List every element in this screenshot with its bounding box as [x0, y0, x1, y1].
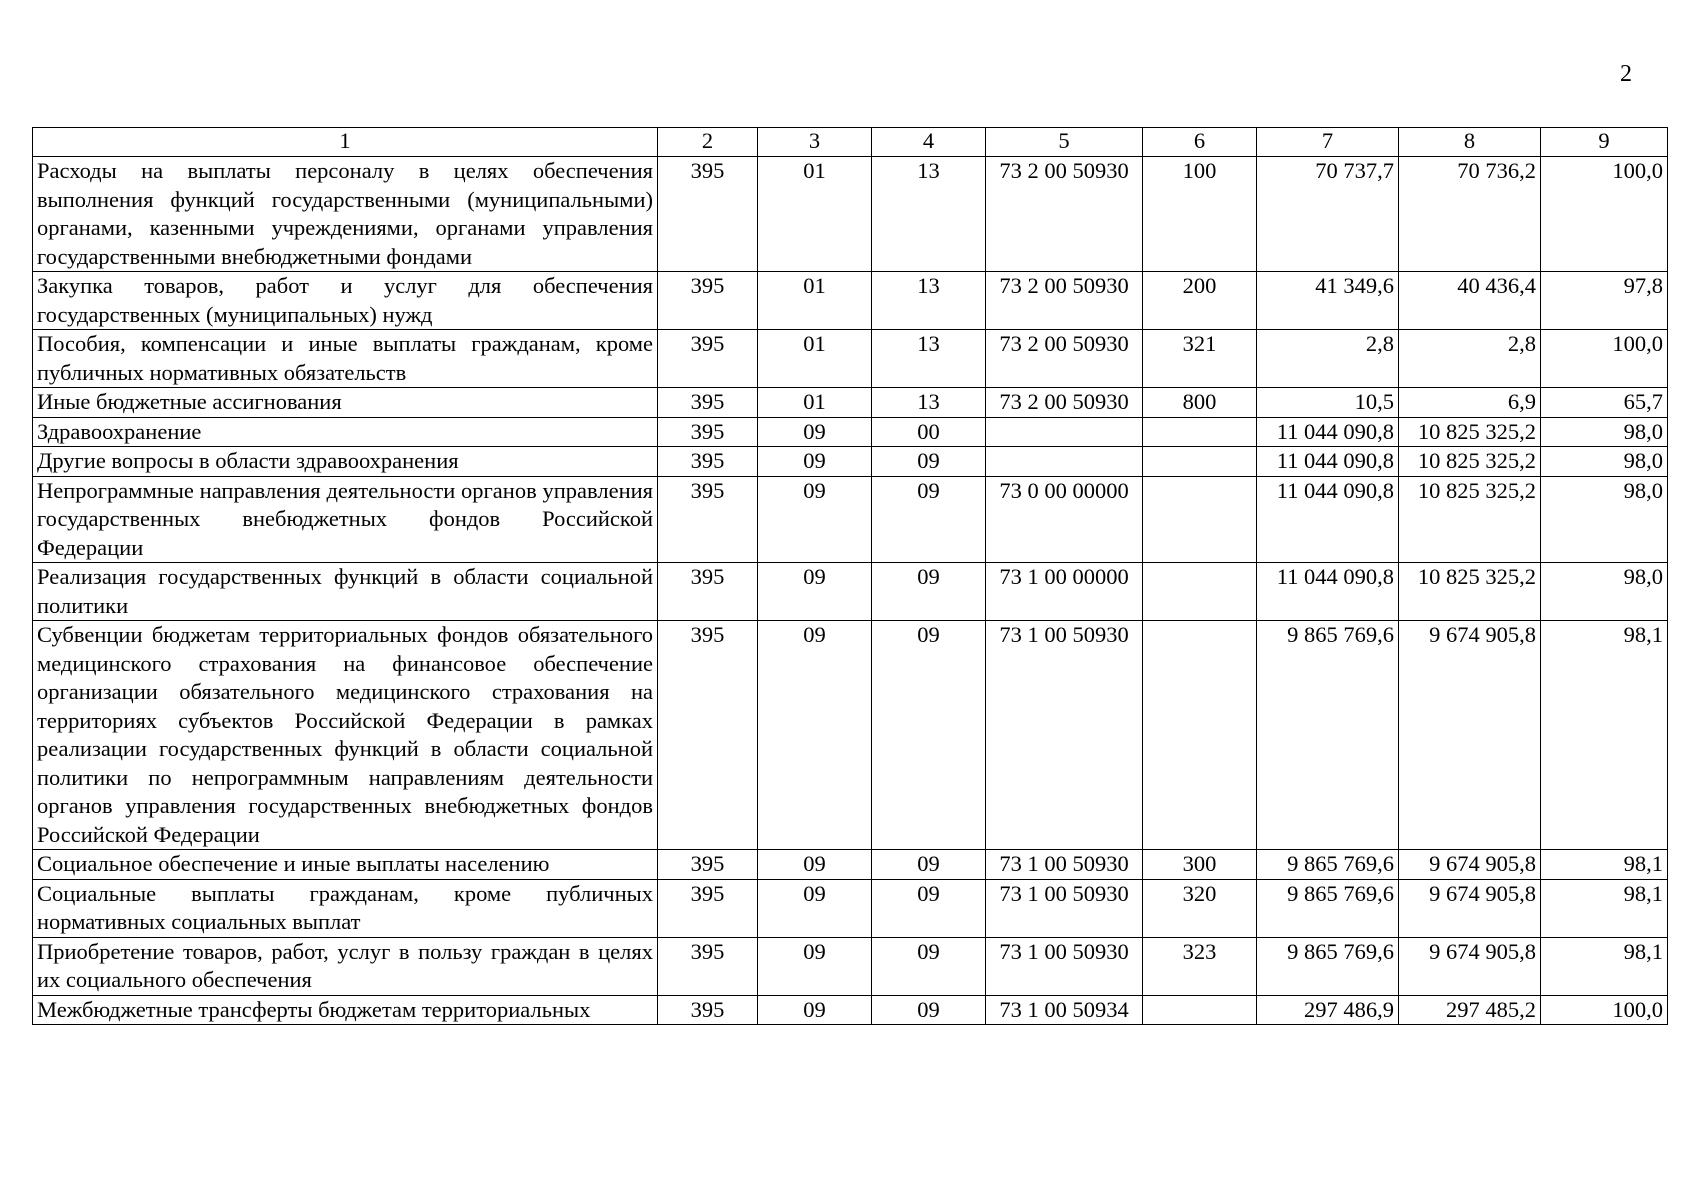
target-article-code: 73 2 00 50930: [986, 330, 1143, 388]
execution-percent: 100,0: [1541, 157, 1668, 272]
table-row: [33, 157, 1668, 272]
row-description: Другие вопросы в области здравоохранения: [33, 447, 658, 477]
execution-percent: 100,0: [1541, 995, 1668, 1025]
table-row: [33, 388, 1668, 418]
target-article-code: 73 1 00 50930: [986, 621, 1143, 850]
admin-code: 395: [658, 476, 758, 563]
target-article-code: 73 1 00 50934: [986, 995, 1143, 1025]
row-description: Иные бюджетные ассигнования: [33, 388, 658, 418]
section-code: 09: [758, 417, 872, 447]
section-code: 01: [758, 330, 872, 388]
execution-percent: 98,0: [1541, 447, 1668, 477]
page-number: 2: [1620, 61, 1632, 87]
execution-percent: 98,1: [1541, 850, 1668, 880]
table-row: [33, 476, 1668, 563]
execution-percent: 97,8: [1541, 272, 1668, 330]
row-description: Непрограммные направления деятельности органов управления государственных внебюджетных фондов Российской Федерации: [33, 476, 658, 563]
table-row: [33, 447, 1668, 477]
section-code: 09: [758, 621, 872, 850]
admin-code: 395: [658, 157, 758, 272]
subsection-code: 00: [872, 417, 986, 447]
execution-percent: 65,7: [1541, 388, 1668, 418]
row-description: Межбюджетные трансферты бюджетам территориальных: [33, 995, 658, 1025]
actual-amount: 9 674 905,8: [1399, 621, 1541, 850]
subsection-code: 09: [872, 447, 986, 477]
planned-amount: 11 044 090,8: [1257, 476, 1399, 563]
target-article-code: 73 1 00 00000: [986, 563, 1143, 621]
subsection-code: 13: [872, 388, 986, 418]
section-code: 09: [758, 850, 872, 880]
target-article-code: 73 0 00 00000: [986, 476, 1143, 563]
actual-amount: 6,9: [1399, 388, 1541, 418]
section-code: 09: [758, 937, 872, 995]
actual-amount: 9 674 905,8: [1399, 879, 1541, 937]
table-row: [33, 272, 1668, 330]
subsection-code: 09: [872, 850, 986, 880]
actual-amount: 297 485,2: [1399, 995, 1541, 1025]
admin-code: 395: [658, 850, 758, 880]
admin-code: 395: [658, 447, 758, 477]
subsection-code: 13: [872, 330, 986, 388]
planned-amount: 9 865 769,6: [1257, 879, 1399, 937]
planned-amount: 297 486,9: [1257, 995, 1399, 1025]
planned-amount: 9 865 769,6: [1257, 850, 1399, 880]
column-header: 1: [33, 128, 658, 157]
budget-table: [32, 127, 1668, 1025]
column-header: 9: [1541, 128, 1668, 157]
target-article-code: 73 1 00 50930: [986, 879, 1143, 937]
planned-amount: 11 044 090,8: [1257, 563, 1399, 621]
header-row: [33, 128, 1668, 157]
expense-type-code: [1143, 447, 1257, 477]
subsection-code: 13: [872, 272, 986, 330]
column-header: 7: [1257, 128, 1399, 157]
actual-amount: 9 674 905,8: [1399, 937, 1541, 995]
planned-amount: 11 044 090,8: [1257, 447, 1399, 477]
actual-amount: 10 825 325,2: [1399, 417, 1541, 447]
table-row: [33, 850, 1668, 880]
expense-type-code: [1143, 621, 1257, 850]
actual-amount: 70 736,2: [1399, 157, 1541, 272]
target-article-code: [986, 417, 1143, 447]
table-row: [33, 937, 1668, 995]
subsection-code: 09: [872, 879, 986, 937]
admin-code: 395: [658, 417, 758, 447]
execution-percent: 98,0: [1541, 476, 1668, 563]
row-description: Социальные выплаты гражданам, кроме публичных нормативных социальных выплат: [33, 879, 658, 937]
section-code: 09: [758, 995, 872, 1025]
table-row: [33, 995, 1668, 1025]
table-row: [33, 563, 1668, 621]
expense-type-code: [1143, 417, 1257, 447]
expense-type-code: [1143, 995, 1257, 1025]
target-article-code: [986, 447, 1143, 477]
expense-type-code: 200: [1143, 272, 1257, 330]
planned-amount: 41 349,6: [1257, 272, 1399, 330]
target-article-code: 73 2 00 50930: [986, 272, 1143, 330]
table-body: [33, 157, 1668, 1025]
column-header: 6: [1143, 128, 1257, 157]
planned-amount: 10,5: [1257, 388, 1399, 418]
execution-percent: 100,0: [1541, 330, 1668, 388]
admin-code: 395: [658, 272, 758, 330]
section-code: 01: [758, 388, 872, 418]
actual-amount: 10 825 325,2: [1399, 447, 1541, 477]
row-description: Реализация государственных функций в области социальной политики: [33, 563, 658, 621]
admin-code: 395: [658, 937, 758, 995]
planned-amount: 9 865 769,6: [1257, 937, 1399, 995]
section-code: 09: [758, 879, 872, 937]
expense-type-code: 323: [1143, 937, 1257, 995]
row-description: Приобретение товаров, работ, услуг в пользу граждан в целях их социального обеспечения: [33, 937, 658, 995]
section-code: 01: [758, 272, 872, 330]
subsection-code: 13: [872, 157, 986, 272]
expense-type-code: 100: [1143, 157, 1257, 272]
table-row: [33, 330, 1668, 388]
admin-code: 395: [658, 563, 758, 621]
planned-amount: 9 865 769,6: [1257, 621, 1399, 850]
actual-amount: 10 825 325,2: [1399, 563, 1541, 621]
planned-amount: 11 044 090,8: [1257, 417, 1399, 447]
execution-percent: 98,1: [1541, 937, 1668, 995]
execution-percent: 98,1: [1541, 879, 1668, 937]
column-header: 8: [1399, 128, 1541, 157]
subsection-code: 09: [872, 621, 986, 850]
expense-type-code: [1143, 476, 1257, 563]
section-code: 09: [758, 563, 872, 621]
actual-amount: 10 825 325,2: [1399, 476, 1541, 563]
admin-code: 395: [658, 330, 758, 388]
column-header: 4: [872, 128, 986, 157]
section-code: 01: [758, 157, 872, 272]
expense-type-code: 321: [1143, 330, 1257, 388]
table-row: [33, 879, 1668, 937]
target-article-code: 73 1 00 50930: [986, 937, 1143, 995]
target-article-code: 73 2 00 50930: [986, 157, 1143, 272]
section-code: 09: [758, 447, 872, 477]
planned-amount: 70 737,7: [1257, 157, 1399, 272]
column-header: 3: [758, 128, 872, 157]
subsection-code: 09: [872, 563, 986, 621]
subsection-code: 09: [872, 995, 986, 1025]
subsection-code: 09: [872, 476, 986, 563]
actual-amount: 9 674 905,8: [1399, 850, 1541, 880]
subsection-code: 09: [872, 937, 986, 995]
admin-code: 395: [658, 388, 758, 418]
section-code: 09: [758, 476, 872, 563]
row-description: Социальное обеспечение и иные выплаты населению: [33, 850, 658, 880]
admin-code: 395: [658, 621, 758, 850]
row-description: Пособия, компенсации и иные выплаты гражданам, кроме публичных нормативных обязательств: [33, 330, 658, 388]
planned-amount: 2,8: [1257, 330, 1399, 388]
expense-type-code: 800: [1143, 388, 1257, 418]
table-row: [33, 621, 1668, 850]
execution-percent: 98,0: [1541, 417, 1668, 447]
admin-code: 395: [658, 879, 758, 937]
expense-type-code: 320: [1143, 879, 1257, 937]
target-article-code: 73 2 00 50930: [986, 388, 1143, 418]
column-header: 2: [658, 128, 758, 157]
row-description: Расходы на выплаты персоналу в целях обеспечения выполнения функций государственными (муниципальными) органами, казенными учреждениями, органами управления государственными внебюджетными фондами: [33, 157, 658, 272]
table-row: [33, 417, 1668, 447]
row-description: Здравоохранение: [33, 417, 658, 447]
row-description: Субвенции бюджетам территориальных фондов обязательного медицинского страхования на финансовое обеспечение организации обязательного медицинского страхования на территориях субъектов Российской Федерации в рамках реализации государственных функций в области социальной политики по непрограммным направлениям деятельности органов управления государственных внебюджетных фондов Российской Федерации: [33, 621, 658, 850]
expense-type-code: 300: [1143, 850, 1257, 880]
target-article-code: 73 1 00 50930: [986, 850, 1143, 880]
actual-amount: 40 436,4: [1399, 272, 1541, 330]
actual-amount: 2,8: [1399, 330, 1541, 388]
column-header: 5: [986, 128, 1143, 157]
admin-code: 395: [658, 995, 758, 1025]
expense-type-code: [1143, 563, 1257, 621]
execution-percent: 98,0: [1541, 563, 1668, 621]
execution-percent: 98,1: [1541, 621, 1668, 850]
row-description: Закупка товаров, работ и услуг для обеспечения государственных (муниципальных) нужд: [33, 272, 658, 330]
